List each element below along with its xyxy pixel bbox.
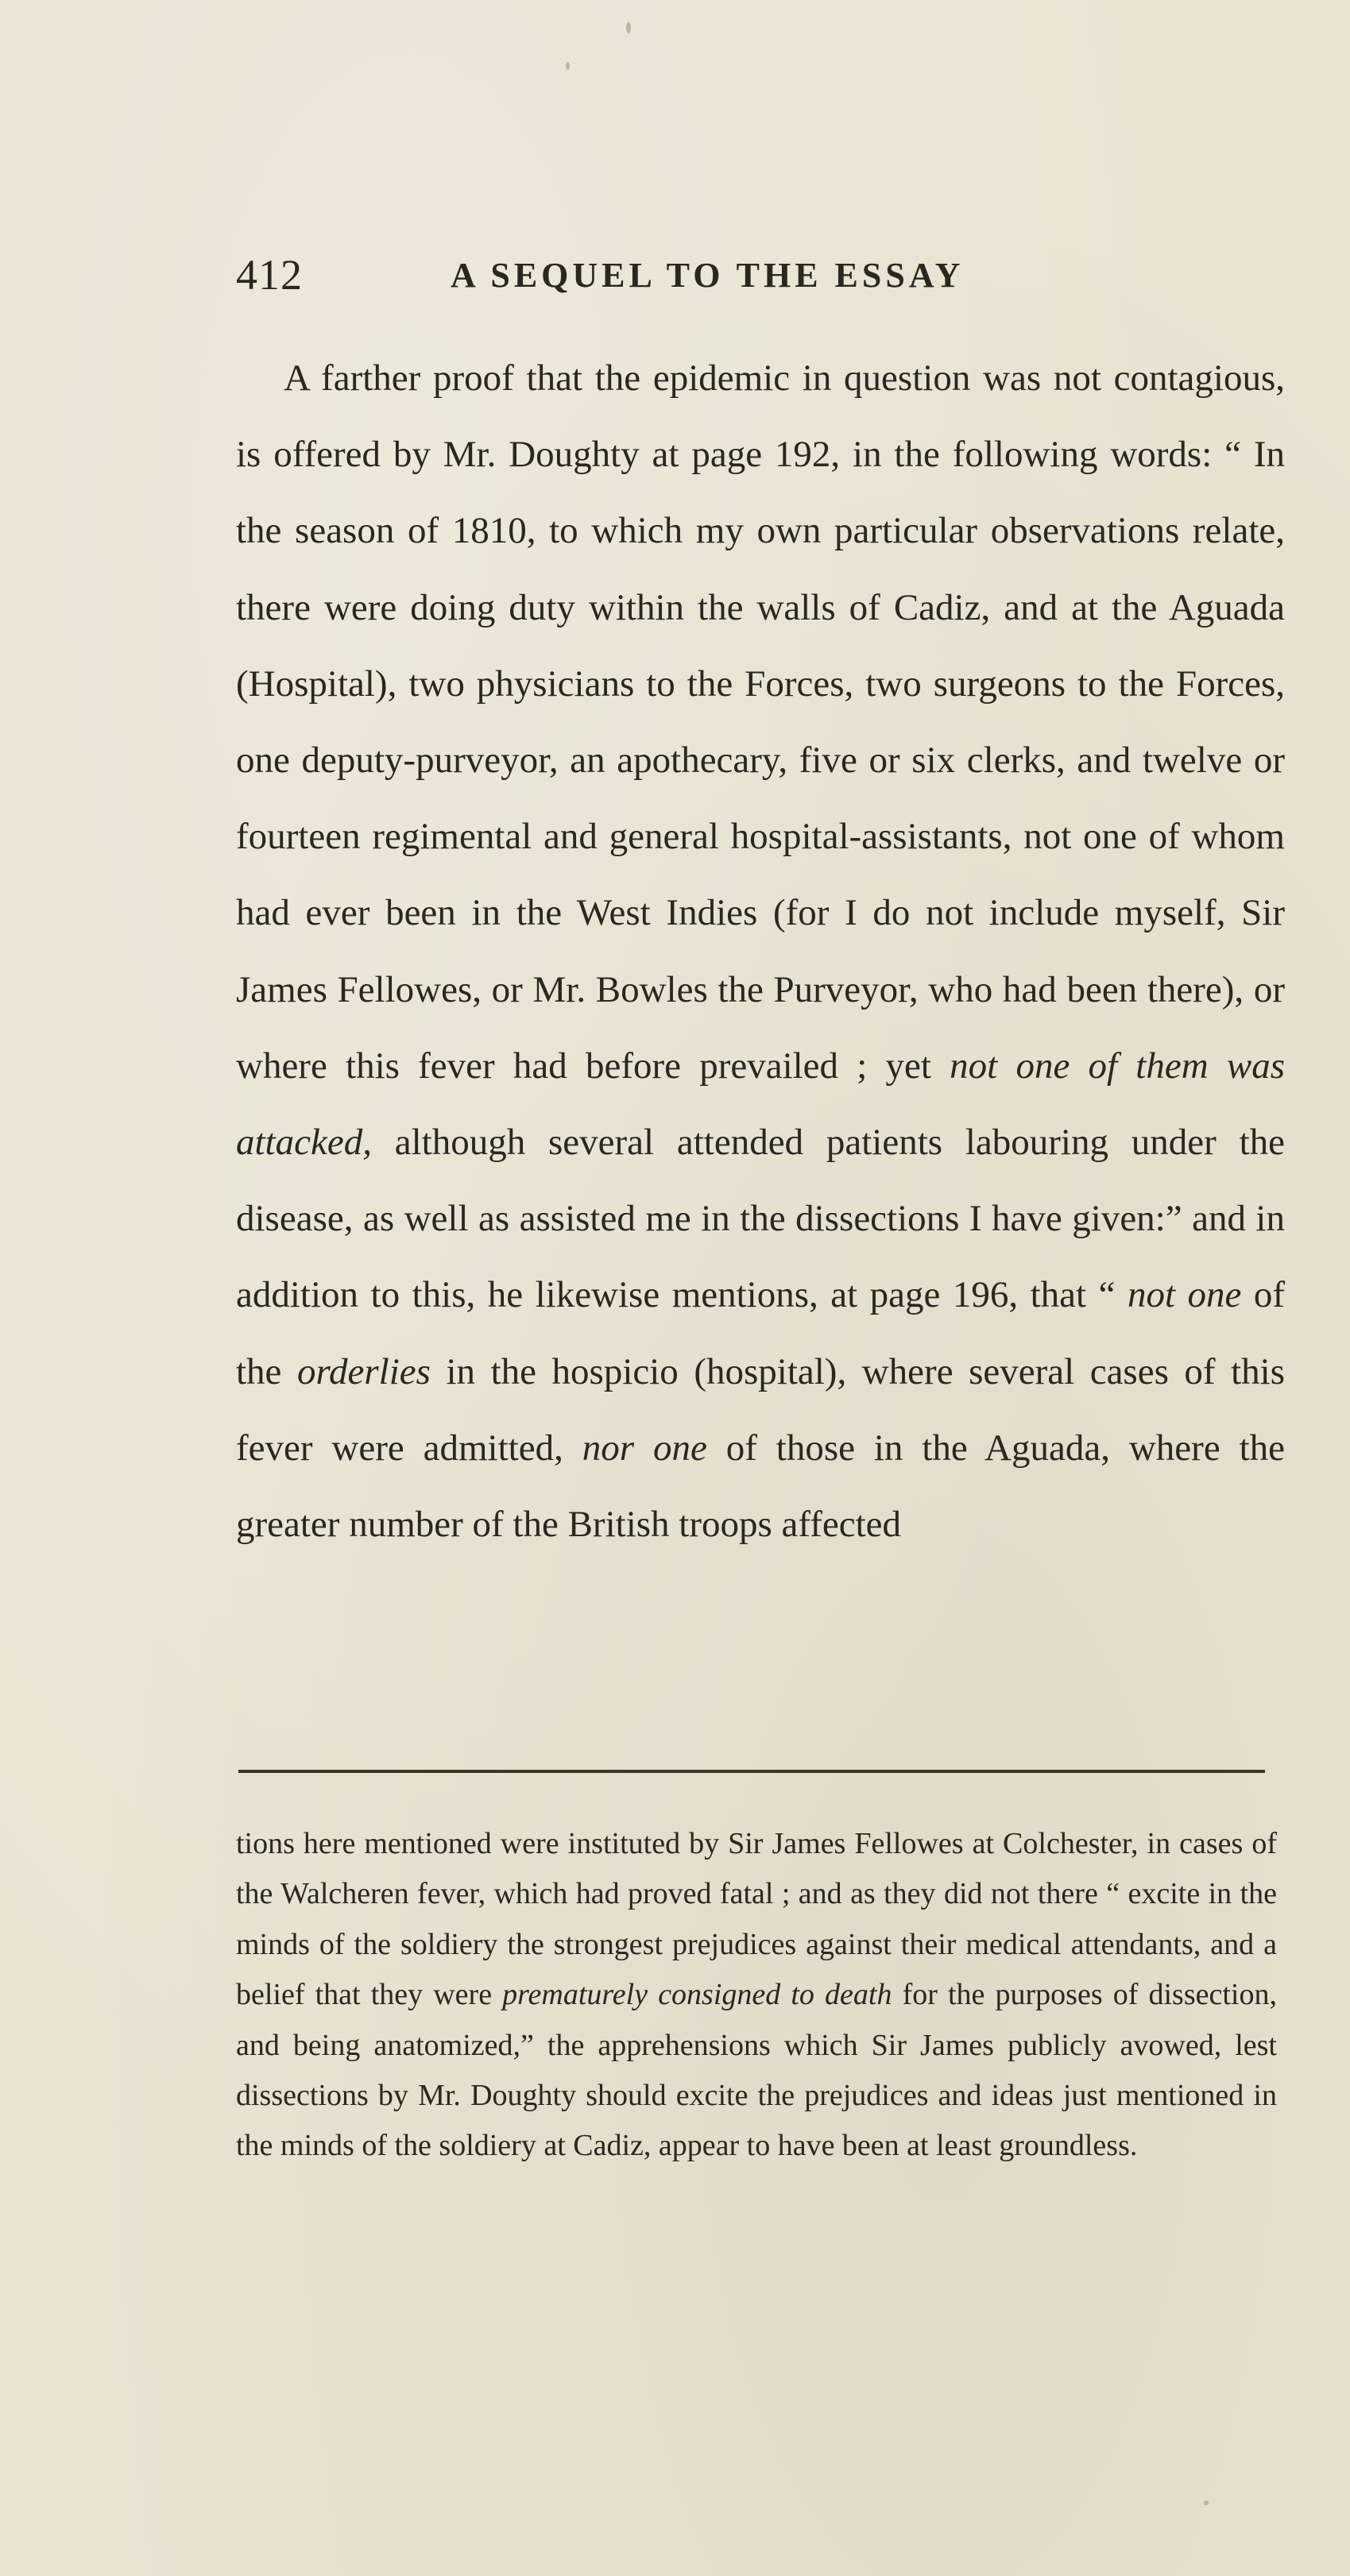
footnote-paragraph	[236, 1819, 1277, 2172]
main-paragraph	[236, 340, 1285, 1562]
main-text-italic: not one	[1127, 1274, 1242, 1316]
main-text-run: in the hospicio (hospital), where several cases of this fever were admitted,	[236, 1350, 1286, 1469]
running-head	[236, 250, 1277, 314]
main-text-italic: nor one	[582, 1427, 707, 1469]
main-text-run: A farther proof that the epidemic in question was not contagious, is offered by Mr. Doughty at page 192, in the following words: “ In the season of 1810, to which my own particular observations relate, there were doing duty within the walls of Cadiz, and at the Aguada (Hospital), two physicians to the Forces, two surgeons to the Forces, one deputy-purveyor, an apothecary, five or six clerks, and twelve or fourteen regimental and general hospital-assistants, not one of whom had ever been in the West Indies (for I do not include myself, Sir James Fellowes, or Mr. Bowles the Purveyor, who had been there), or where this fever had before prevailed ; yet	[236, 357, 1285, 1087]
main-text-run: although several attended patients labouring under the disease, as well as assisted me in the dissections I have given:” and in addition to this, he likewise mentions, at page 196, that “	[236, 1122, 1285, 1316]
footnote-text-run: tions here mentioned were instituted by Sir James Fellowes at Colchester, in cases of the Walcheren fever, which had proved fatal ; and as they did not there “ excite in the minds of the soldiery the strongest prejudices against their medical attendants, and a belief that they were	[236, 1827, 1277, 2012]
main-text-run: of the	[236, 1274, 1286, 1392]
main-text-run: of those in the Aguada, where the greater number of the British troops affected	[236, 1427, 1285, 1546]
footnote-text-italic: prematurely consigned to death	[502, 1978, 892, 2012]
paper-speck	[1204, 2501, 1209, 2505]
paper-speck	[566, 62, 570, 70]
running-title: A SEQUEL TO THE ESSAY	[451, 256, 965, 295]
page-number: 412	[236, 251, 303, 299]
footnote-text-run: for the purposes of dissection, and being anatomized,” the apprehensions which Sir James publicly avowed, lest dissections by Mr. Doughty should excite the prejudices and ideas just mentioned in the minds of the soldiery at Cadiz, appear to have been at least groundless.	[236, 1978, 1277, 2163]
main-text-italic: orderlies	[296, 1350, 431, 1392]
main-text-italic: not one of them was attacked,	[236, 1045, 1285, 1164]
paper-speck	[626, 22, 631, 33]
footnote-divider	[238, 1770, 1265, 1773]
